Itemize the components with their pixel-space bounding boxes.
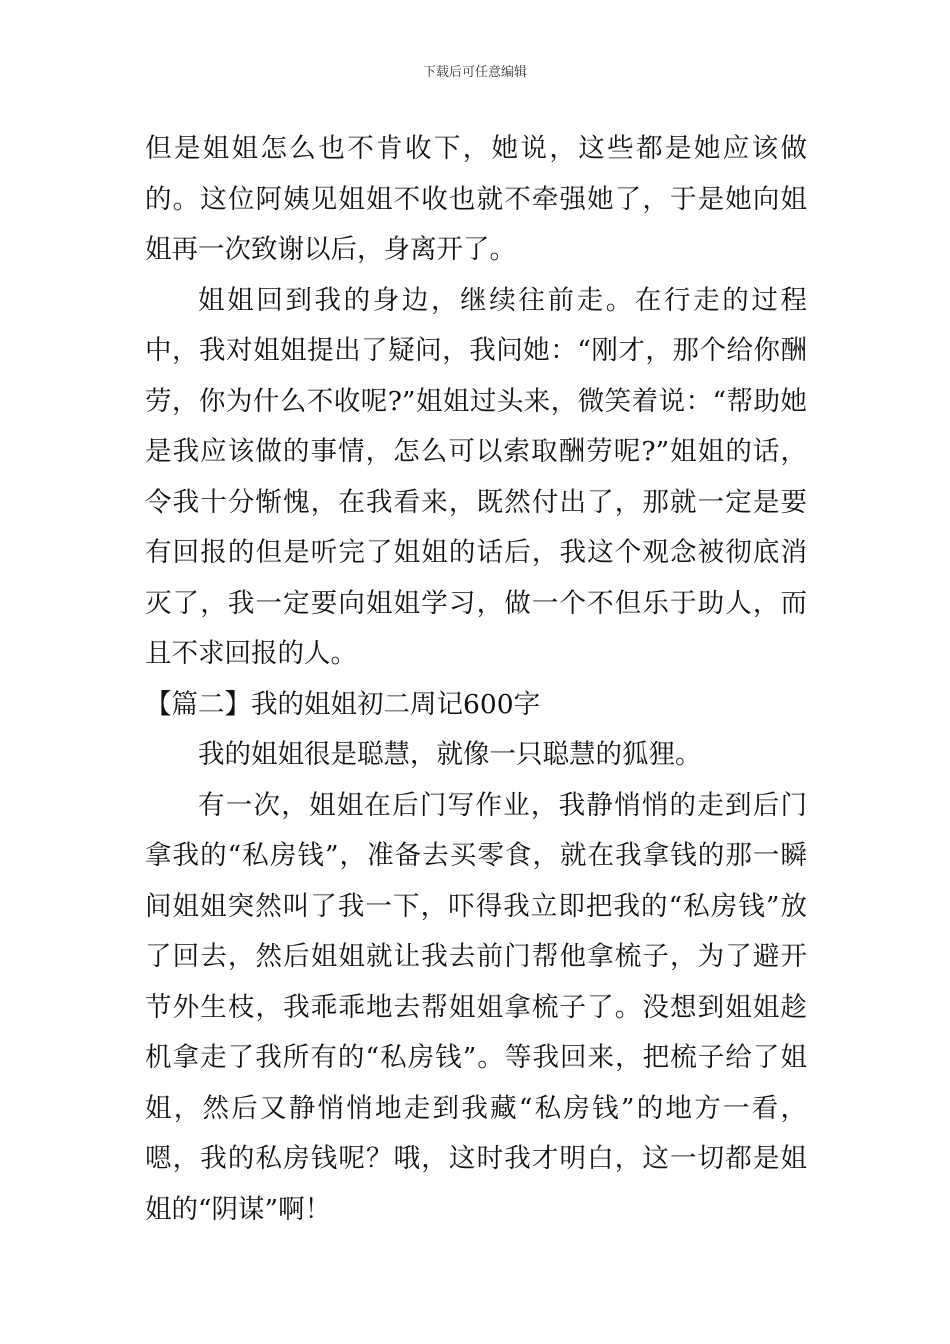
paragraph-smart-sister: 我的姐姐很是聪慧，就像一只聪慧的狐狸。 (198, 739, 702, 770)
page-header: 下载后可任意编辑 (422, 65, 527, 80)
paragraph-private-money-story: 有一次，姐姐在后门写作业，我静悄悄的走到后门拿我的“私房钱”，准备去买零食，就在我拿钱的那一瞬间姐姐突然叫了我一下，吓得我立即把我的“私房钱”放了回去，然后姐姐就让我去前门帮他拿梳子，为了避开节外生枝，我乖乖地去帮姐姐拿梳子了。没想到姐姐趁机拿走了我所有的“私房钱”。等我回来，把梳子给了姐姐，然后又静悄悄地走到我藏“私房钱”的地方一看，嗯，我的私房钱呢？哦，这时我才明白，这一切都是姐姐的“阴谋”啊！ (145, 789, 807, 1225)
paragraph-sister-returns: 姐姐回到我的身边，继续往前走。在行走的过程中，我对姐姐提出了疑问，我问她：“刚才，那个给你酬劳，你为什么不收呢?”姐姐过头来，微笑着说：“帮助她是我应该做的事情，怎么可以索取酬劳呢?”姐姐的话，令我十分惭愧，在我看来，既然付出了，那就一定是要有回报的但是听完了姐姐的话后，我这个观念被彻底消灭了，我一定要向姐姐学习，做一个不但乐于助人，而且不求回报的人。 (145, 284, 807, 669)
document-body (145, 124, 807, 1235)
section-heading: 【篇二】我的姐姐初二周记600字 (145, 688, 541, 720)
paragraph-continuation: 但是姐姐怎么也不肯收下，她说，这些都是她应该做的。这位阿姨见姐姐不收也就不牵强她了，于是她向姐姐再一次致谢以后，身离开了。 (145, 133, 807, 265)
